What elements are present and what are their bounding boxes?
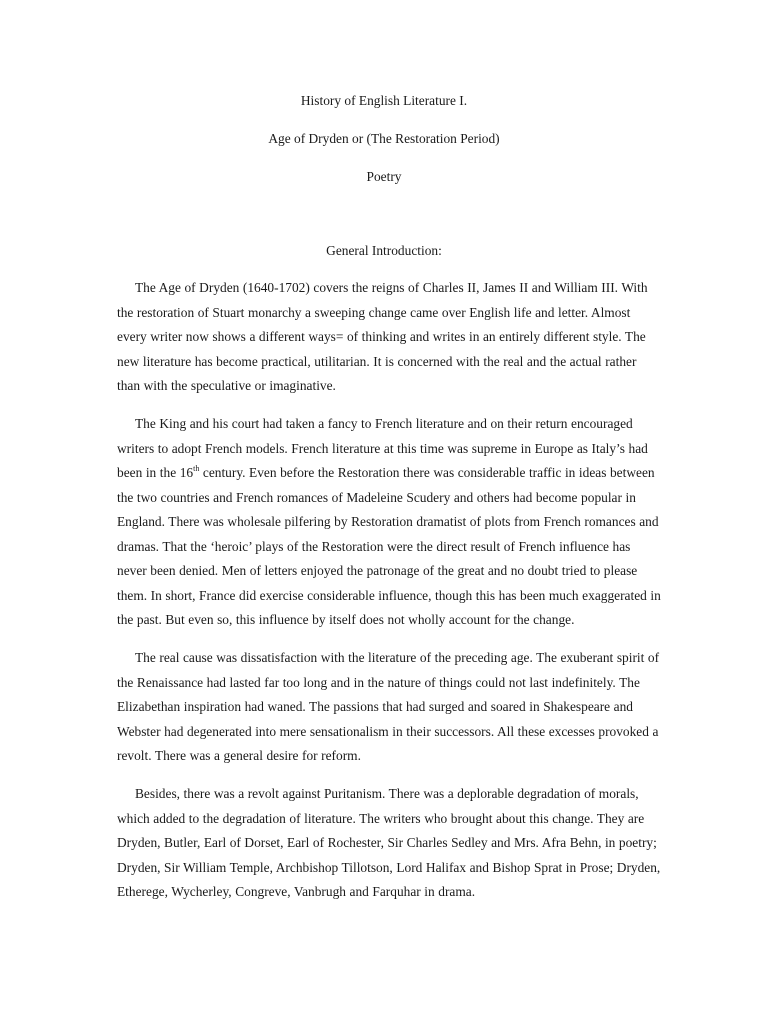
paragraph: The real cause was dissatisfaction with the literature of the preceding age. The exuberant spirit of the Renaissance had lasted far too long and in the nature of things could not last indefinitely. The Elizabethan inspiration had waned. The passions that had surged and soared in Shakespeare and Webster had degenerated into mere sensationalism in their successors. All these excesses provoked a revolt. There was a general desire for reform. (117, 650, 660, 763)
superscript-ordinal: th (193, 464, 200, 473)
paragraph-text: century. Even before the Restoration there was considerable traffic in ideas between the two countries and French romances of Madeleine Scudery and others had become popular in England. There was wholesale pilfering by Restoration dramatist of plots from French romances and dramas. That the ‘heroic’ plays of the Restoration were the direct result of French influence has never been denied. Men of letters enjoyed the patronage of the great and no doubt tried to please them. In short, France did exercise considerable influence, though this has been much exaggerated in the past. But even so, this influence by itself does not wholly account for the change. (117, 465, 661, 627)
paragraph: The Age of Dryden (1640-1702) covers the reigns of Charles II, James II and William III. With the restoration of Stuart monarchy a sweeping change came over English life and letter. Almost every writer now shows a different ways= of thinking and writes in an entirely different style. The new literature has become practical, utilitarian. It is concerned with the real and the actual rather than with the speculative or imaginative. (117, 280, 648, 393)
document-title: History of English Literature I. (300, 93, 468, 108)
paragraph (117, 412, 661, 633)
intro-heading: General Introduction: (326, 243, 442, 258)
section-heading: Poetry (366, 169, 402, 184)
paragraph-text: The King and his court had taken a fancy to French literature and on their return encouraged writers to adopt French models. French literature at this time was supreme in Europe as Italy’s had been in the 16 (117, 416, 648, 480)
document-subtitle: Age of Dryden or (The Restoration Period) (268, 131, 500, 146)
paragraph: Besides, there was a revolt against Puritanism. There was a deplorable degradation of morals, which added to the degradation of literature. The writers who brought about this change. They are Dryden, Butler, Earl of Dorset, Earl of Rochester, Sir Charles Sedley and Mrs. Afra Behn, in poetry; Dryden, Sir William Temple, Archbishop Tillotson, Lord Halifax and Bishop Sprat in Prose; Dryden, Etherege, Wycherley, Congreve, Vanbrugh and Farquhar in drama. (117, 786, 661, 899)
